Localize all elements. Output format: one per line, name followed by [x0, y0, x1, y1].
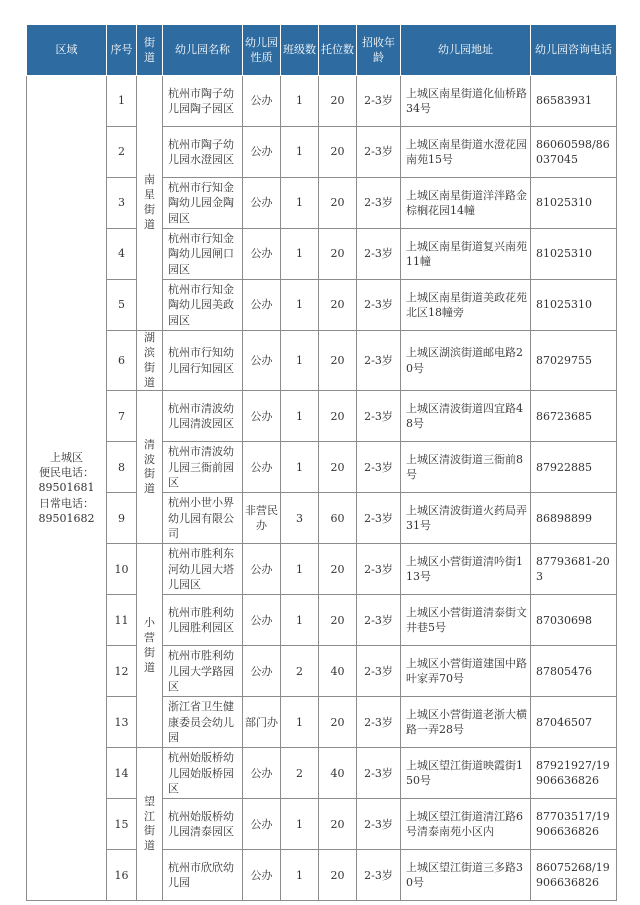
enroll-age: 2-3岁	[357, 442, 401, 493]
header-phone: 幼儿园咨询电话	[531, 25, 617, 76]
row-number: 12	[107, 646, 137, 697]
seat-count: 20	[319, 127, 357, 178]
table-row	[27, 799, 617, 850]
class-count: 2	[281, 748, 319, 799]
street-cell	[137, 76, 163, 331]
phone-number: 86723685	[531, 391, 617, 442]
class-count: 1	[281, 697, 319, 748]
row-number: 5	[107, 280, 137, 331]
street-cell	[137, 331, 163, 391]
table-row	[27, 850, 617, 901]
kindergarten-name: 杭州市欣欣幼儿园	[163, 850, 243, 901]
enroll-age: 2-3岁	[357, 178, 401, 229]
kindergarten-name: 杭州市行知金陶幼儿园闸口园区	[163, 229, 243, 280]
row-number: 6	[107, 331, 137, 391]
seat-count: 20	[319, 391, 357, 442]
kindergarten-address: 上城区南星街道水澄花园南苑15号	[401, 127, 531, 178]
enroll-age: 2-3岁	[357, 493, 401, 544]
kindergarten-type: 公办	[243, 178, 281, 229]
seat-count: 20	[319, 799, 357, 850]
phone-number: 87046507	[531, 697, 617, 748]
header-street: 街道	[137, 25, 163, 76]
kindergarten-type: 公办	[243, 391, 281, 442]
enroll-age: 2-3岁	[357, 799, 401, 850]
seat-count: 40	[319, 646, 357, 697]
kindergarten-address: 上城区南星街道化仙桥路34号	[401, 76, 531, 127]
table-row	[27, 595, 617, 646]
phone-number: 86060598/86037045	[531, 127, 617, 178]
class-count: 1	[281, 127, 319, 178]
header-seats: 托位数	[319, 25, 357, 76]
class-count: 1	[281, 280, 319, 331]
header-region: 区域	[27, 25, 107, 76]
table-row	[27, 331, 617, 391]
phone-number: 87029755	[531, 331, 617, 391]
enroll-age: 2-3岁	[357, 391, 401, 442]
enroll-age: 2-3岁	[357, 76, 401, 127]
region-cell	[27, 76, 107, 901]
kindergarten-type: 公办	[243, 127, 281, 178]
row-number: 13	[107, 697, 137, 748]
kindergarten-name: 杭州市行知幼儿园行知园区	[163, 331, 243, 391]
seat-count: 20	[319, 76, 357, 127]
enroll-age: 2-3岁	[357, 748, 401, 799]
region-text: 上城区 便民电话： 89501681 日常电话： 89501682	[38, 450, 95, 526]
table-row	[27, 697, 617, 748]
table-row	[27, 748, 617, 799]
row-number: 16	[107, 850, 137, 901]
kindergarten-type: 公办	[243, 331, 281, 391]
phone-number: 86583931	[531, 76, 617, 127]
enroll-age: 2-3岁	[357, 646, 401, 697]
kindergarten-address: 上城区望江街道映霞街150号	[401, 748, 531, 799]
table-body	[27, 76, 617, 901]
street-name: 望江街道	[144, 794, 155, 853]
phone-number: 86898899	[531, 493, 617, 544]
table-row	[27, 646, 617, 697]
class-count: 1	[281, 595, 319, 646]
enroll-age: 2-3岁	[357, 544, 401, 595]
class-count: 1	[281, 391, 319, 442]
street-name: 清波街道	[144, 437, 155, 496]
phone-number: 81025310	[531, 178, 617, 229]
class-count: 1	[281, 850, 319, 901]
class-count: 1	[281, 229, 319, 280]
row-number: 2	[107, 127, 137, 178]
kindergarten-address: 上城区小营街道清吟街113号	[401, 544, 531, 595]
enroll-age: 2-3岁	[357, 229, 401, 280]
class-count: 1	[281, 799, 319, 850]
street-cell	[137, 544, 163, 748]
enroll-age: 2-3岁	[357, 331, 401, 391]
kindergarten-name: 杭州市陶子幼儿园水澄园区	[163, 127, 243, 178]
kindergarten-address: 上城区清波街道四宜路48号	[401, 391, 531, 442]
row-number: 4	[107, 229, 137, 280]
kindergarten-name: 杭州小世小界幼儿园有限公司	[163, 493, 243, 544]
enroll-age: 2-3岁	[357, 850, 401, 901]
kindergarten-type: 公办	[243, 442, 281, 493]
kindergarten-name: 浙江省卫生健康委员会幼儿园	[163, 697, 243, 748]
phone-number: 87703517/19906636826	[531, 799, 617, 850]
header-name: 幼儿园名称	[163, 25, 243, 76]
table-row	[27, 391, 617, 442]
class-count: 1	[281, 442, 319, 493]
enroll-age: 2-3岁	[357, 280, 401, 331]
enroll-age: 2-3岁	[357, 595, 401, 646]
table-row	[27, 280, 617, 331]
kindergarten-name: 杭州始版桥幼儿园始版桥园区	[163, 748, 243, 799]
kindergarten-table	[26, 24, 617, 901]
street-name: 小营街道	[144, 616, 155, 674]
phone-number: 87921927/19906636826	[531, 748, 617, 799]
row-number: 9	[107, 493, 137, 544]
kindergarten-type: 公办	[243, 646, 281, 697]
kindergarten-name: 杭州市清波幼儿园清波园区	[163, 391, 243, 442]
kindergarten-name: 杭州市胜利幼儿园胜利园区	[163, 595, 243, 646]
table-row	[27, 442, 617, 493]
seat-count: 20	[319, 595, 357, 646]
kindergarten-type: 公办	[243, 229, 281, 280]
kindergarten-name: 杭州市清波幼儿园三衙前园区	[163, 442, 243, 493]
kindergarten-address: 上城区湖滨街道邮电路20号	[401, 331, 531, 391]
street-name: 湖滨街道	[144, 331, 155, 389]
seat-count: 40	[319, 748, 357, 799]
kindergarten-type: 部门办	[243, 697, 281, 748]
phone-number: 86075268/19906636826	[531, 850, 617, 901]
seat-count: 20	[319, 442, 357, 493]
kindergarten-name: 杭州市陶子幼儿园陶子园区	[163, 76, 243, 127]
kindergarten-name: 杭州市胜利东河幼儿园大塔儿园区	[163, 544, 243, 595]
seat-count: 60	[319, 493, 357, 544]
header-row	[27, 25, 617, 76]
seat-count: 20	[319, 697, 357, 748]
row-number: 7	[107, 391, 137, 442]
kindergarten-address: 上城区小营街道老浙大横路一弄28号	[401, 697, 531, 748]
street-cell	[137, 391, 163, 544]
kindergarten-type: 非营民办	[243, 493, 281, 544]
row-number: 3	[107, 178, 137, 229]
table-row	[27, 127, 617, 178]
seat-count: 20	[319, 850, 357, 901]
row-number: 1	[107, 76, 137, 127]
kindergarten-address: 上城区望江街道清江路6号清泰南苑小区内	[401, 799, 531, 850]
phone-number: 87793681-203	[531, 544, 617, 595]
phone-number: 81025310	[531, 280, 617, 331]
header-classes: 班级数	[281, 25, 319, 76]
kindergarten-address: 上城区清波街道火药局弄31号	[401, 493, 531, 544]
kindergarten-address: 上城区小营街道建国中路叶家弄70号	[401, 646, 531, 697]
header-number: 序号	[107, 25, 137, 76]
kindergarten-address: 上城区南星街道美政花苑北区18幢旁	[401, 280, 531, 331]
kindergarten-name: 杭州市行知金陶幼儿园美政园区	[163, 280, 243, 331]
class-count: 2	[281, 646, 319, 697]
kindergarten-address: 上城区清波街道三衙前8号	[401, 442, 531, 493]
row-number: 8	[107, 442, 137, 493]
seat-count: 20	[319, 331, 357, 391]
table-row	[27, 493, 617, 544]
kindergarten-address: 上城区望江街道三多路30号	[401, 850, 531, 901]
kindergarten-type: 公办	[243, 544, 281, 595]
kindergarten-name: 杭州市行知金陶幼儿园金陶园区	[163, 178, 243, 229]
kindergarten-type: 公办	[243, 799, 281, 850]
phone-number: 87922885	[531, 442, 617, 493]
seat-count: 20	[319, 280, 357, 331]
kindergarten-type: 公办	[243, 748, 281, 799]
class-count: 3	[281, 493, 319, 544]
kindergarten-name: 杭州始版桥幼儿园清泰园区	[163, 799, 243, 850]
row-number: 14	[107, 748, 137, 799]
header-address: 幼儿园地址	[401, 25, 531, 76]
header-age: 招收年龄	[357, 25, 401, 76]
class-count: 1	[281, 76, 319, 127]
kindergarten-type: 公办	[243, 280, 281, 331]
street-cell	[137, 748, 163, 901]
enroll-age: 2-3岁	[357, 127, 401, 178]
row-number: 11	[107, 595, 137, 646]
kindergarten-address: 上城区南星街道复兴南苑11幢	[401, 229, 531, 280]
kindergarten-type: 公办	[243, 595, 281, 646]
phone-number: 87030698	[531, 595, 617, 646]
seat-count: 20	[319, 178, 357, 229]
kindergarten-address: 上城区小营街道清泰街文井巷5号	[401, 595, 531, 646]
enroll-age: 2-3岁	[357, 697, 401, 748]
class-count: 1	[281, 331, 319, 391]
kindergarten-address: 上城区南星街道洋泮路金棕榈花园14幢	[401, 178, 531, 229]
phone-number: 81025310	[531, 229, 617, 280]
kindergarten-type: 公办	[243, 850, 281, 901]
table-row	[27, 544, 617, 595]
row-number: 15	[107, 799, 137, 850]
kindergarten-name: 杭州市胜利幼儿园大学路园区	[163, 646, 243, 697]
seat-count: 20	[319, 229, 357, 280]
row-number: 10	[107, 544, 137, 595]
header-type: 幼儿园性质	[243, 25, 281, 76]
table-row	[27, 178, 617, 229]
phone-number: 87805476	[531, 646, 617, 697]
kindergarten-type: 公办	[243, 76, 281, 127]
class-count: 1	[281, 544, 319, 595]
street-name: 南星街道	[144, 173, 155, 231]
seat-count: 20	[319, 544, 357, 595]
class-count: 1	[281, 178, 319, 229]
table-row	[27, 229, 617, 280]
table-row	[27, 76, 617, 127]
